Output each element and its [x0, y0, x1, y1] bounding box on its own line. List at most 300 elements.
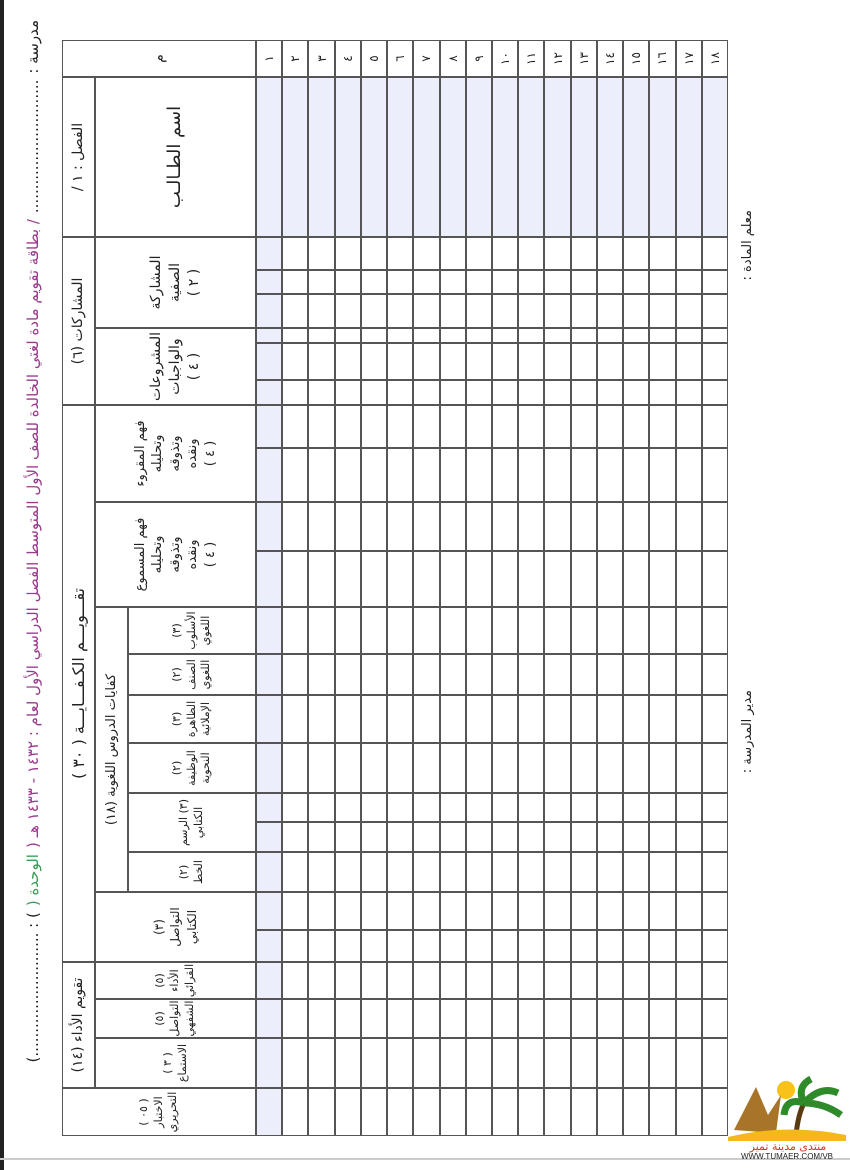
grade-cell[interactable]: [544, 743, 570, 793]
grade-cell[interactable]: [676, 962, 702, 999]
grade-cell[interactable]: [466, 405, 492, 448]
grade-cell[interactable]: [649, 654, 675, 695]
grade-cell[interactable]: [413, 743, 439, 793]
grade-cell[interactable]: [466, 294, 492, 328]
grade-cell[interactable]: [571, 999, 597, 1038]
grade-cell[interactable]: [676, 695, 702, 743]
grade-cell[interactable]: [571, 1088, 597, 1136]
grade-cell[interactable]: [413, 1088, 439, 1136]
grade-cell[interactable]: [413, 405, 439, 448]
grade-cell[interactable]: [335, 237, 361, 270]
grade-cell[interactable]: [282, 294, 308, 328]
grade-cell[interactable]: [387, 607, 413, 654]
grade-cell[interactable]: [544, 448, 570, 502]
grade-cell[interactable]: [256, 793, 282, 822]
grade-cell[interactable]: [256, 343, 282, 380]
grade-cell[interactable]: [413, 793, 439, 822]
grade-cell[interactable]: [413, 607, 439, 654]
grade-cell[interactable]: [466, 822, 492, 852]
grade-cell[interactable]: [308, 930, 334, 962]
grade-cell[interactable]: [387, 793, 413, 822]
grade-cell[interactable]: [308, 380, 334, 405]
grade-cell[interactable]: [335, 793, 361, 822]
grade-cell[interactable]: [571, 405, 597, 448]
grade-cell[interactable]: [387, 380, 413, 405]
grade-cell[interactable]: [387, 294, 413, 328]
grade-cell[interactable]: [623, 793, 649, 822]
grade-cell[interactable]: [282, 237, 308, 270]
grade-cell[interactable]: [623, 328, 649, 343]
grade-cell[interactable]: [440, 502, 466, 551]
grade-cell[interactable]: [282, 328, 308, 343]
student-name-cell[interactable]: [649, 77, 675, 237]
grade-cell[interactable]: [440, 654, 466, 695]
grade-cell[interactable]: [308, 822, 334, 852]
grade-cell[interactable]: [308, 743, 334, 793]
grade-cell[interactable]: [597, 852, 623, 892]
grade-cell[interactable]: [571, 962, 597, 999]
grade-cell[interactable]: [676, 551, 702, 607]
grade-cell[interactable]: [623, 380, 649, 405]
grade-cell[interactable]: [361, 237, 387, 270]
grade-cell[interactable]: [256, 930, 282, 962]
student-name-cell[interactable]: [440, 77, 466, 237]
grade-cell[interactable]: [597, 502, 623, 551]
grade-cell[interactable]: [649, 294, 675, 328]
grade-cell[interactable]: [256, 892, 282, 930]
grade-cell[interactable]: [676, 743, 702, 793]
grade-cell[interactable]: [387, 892, 413, 930]
grade-cell[interactable]: [649, 695, 675, 743]
grade-cell[interactable]: [571, 328, 597, 343]
grade-cell[interactable]: [361, 999, 387, 1038]
grade-cell[interactable]: [676, 1038, 702, 1088]
grade-cell[interactable]: [466, 743, 492, 793]
grade-cell[interactable]: [597, 237, 623, 270]
grade-cell[interactable]: [676, 343, 702, 380]
grade-cell[interactable]: [571, 654, 597, 695]
grade-cell[interactable]: [335, 1038, 361, 1088]
grade-cell[interactable]: [597, 1088, 623, 1136]
grade-cell[interactable]: [492, 892, 518, 930]
grade-cell[interactable]: [676, 892, 702, 930]
grade-cell[interactable]: [387, 930, 413, 962]
grade-cell[interactable]: [676, 999, 702, 1038]
grade-cell[interactable]: [597, 294, 623, 328]
grade-cell[interactable]: [440, 892, 466, 930]
grade-cell[interactable]: [518, 962, 544, 999]
grade-cell[interactable]: [676, 793, 702, 822]
grade-cell[interactable]: [256, 1038, 282, 1088]
grade-cell[interactable]: [649, 999, 675, 1038]
grade-cell[interactable]: [518, 1088, 544, 1136]
grade-cell[interactable]: [308, 551, 334, 607]
grade-cell[interactable]: [335, 551, 361, 607]
grade-cell[interactable]: [571, 852, 597, 892]
grade-cell[interactable]: [492, 793, 518, 822]
grade-cell[interactable]: [544, 962, 570, 999]
grade-cell[interactable]: [361, 1088, 387, 1136]
grade-cell[interactable]: [335, 405, 361, 448]
grade-cell[interactable]: [518, 1038, 544, 1088]
grade-cell[interactable]: [702, 793, 728, 822]
grade-cell[interactable]: [649, 930, 675, 962]
grade-cell[interactable]: [256, 448, 282, 502]
grade-cell[interactable]: [361, 822, 387, 852]
grade-cell[interactable]: [702, 294, 728, 328]
grade-cell[interactable]: [571, 793, 597, 822]
grade-cell[interactable]: [518, 892, 544, 930]
grade-cell[interactable]: [413, 380, 439, 405]
grade-cell[interactable]: [466, 852, 492, 892]
grade-cell[interactable]: [571, 743, 597, 793]
grade-cell[interactable]: [544, 1088, 570, 1136]
grade-cell[interactable]: [676, 607, 702, 654]
grade-cell[interactable]: [544, 607, 570, 654]
grade-cell[interactable]: [623, 1088, 649, 1136]
grade-cell[interactable]: [361, 930, 387, 962]
grade-cell[interactable]: [440, 793, 466, 822]
grade-cell[interactable]: [440, 962, 466, 999]
grade-cell[interactable]: [387, 743, 413, 793]
grade-cell[interactable]: [649, 743, 675, 793]
grade-cell[interactable]: [571, 343, 597, 380]
grade-cell[interactable]: [466, 930, 492, 962]
grade-cell[interactable]: [282, 892, 308, 930]
grade-cell[interactable]: [413, 237, 439, 270]
grade-cell[interactable]: [256, 852, 282, 892]
grade-cell[interactable]: [308, 237, 334, 270]
grade-cell[interactable]: [649, 380, 675, 405]
grade-cell[interactable]: [308, 270, 334, 294]
grade-cell[interactable]: [387, 405, 413, 448]
grade-cell[interactable]: [335, 270, 361, 294]
grade-cell[interactable]: [676, 237, 702, 270]
student-name-cell[interactable]: [544, 77, 570, 237]
grade-cell[interactable]: [518, 380, 544, 405]
grade-cell[interactable]: [256, 822, 282, 852]
grade-cell[interactable]: [308, 999, 334, 1038]
grade-cell[interactable]: [518, 654, 544, 695]
grade-cell[interactable]: [466, 892, 492, 930]
grade-cell[interactable]: [387, 328, 413, 343]
grade-cell[interactable]: [623, 852, 649, 892]
grade-cell[interactable]: [492, 695, 518, 743]
grade-cell[interactable]: [492, 930, 518, 962]
grade-cell[interactable]: [571, 607, 597, 654]
student-name-cell[interactable]: [308, 77, 334, 237]
grade-cell[interactable]: [440, 1088, 466, 1136]
grade-cell[interactable]: [623, 607, 649, 654]
grade-cell[interactable]: [702, 999, 728, 1038]
grade-cell[interactable]: [597, 930, 623, 962]
grade-cell[interactable]: [702, 380, 728, 405]
grade-cell[interactable]: [387, 1088, 413, 1136]
grade-cell[interactable]: [518, 328, 544, 343]
grade-cell[interactable]: [387, 695, 413, 743]
grade-cell[interactable]: [492, 380, 518, 405]
grade-cell[interactable]: [649, 892, 675, 930]
grade-cell[interactable]: [571, 551, 597, 607]
grade-cell[interactable]: [361, 695, 387, 743]
grade-cell[interactable]: [466, 962, 492, 999]
grade-cell[interactable]: [649, 448, 675, 502]
grade-cell[interactable]: [544, 695, 570, 743]
grade-cell[interactable]: [361, 551, 387, 607]
grade-cell[interactable]: [256, 962, 282, 999]
grade-cell[interactable]: [440, 551, 466, 607]
grade-cell[interactable]: [544, 822, 570, 852]
grade-cell[interactable]: [623, 1038, 649, 1088]
grade-cell[interactable]: [308, 852, 334, 892]
grade-cell[interactable]: [518, 502, 544, 551]
grade-cell[interactable]: [571, 237, 597, 270]
grade-cell[interactable]: [544, 237, 570, 270]
grade-cell[interactable]: [676, 448, 702, 502]
grade-cell[interactable]: [544, 270, 570, 294]
grade-cell[interactable]: [308, 892, 334, 930]
grade-cell[interactable]: [466, 270, 492, 294]
grade-cell[interactable]: [282, 654, 308, 695]
grade-cell[interactable]: [256, 743, 282, 793]
grade-cell[interactable]: [623, 743, 649, 793]
grade-cell[interactable]: [676, 380, 702, 405]
grade-cell[interactable]: [518, 270, 544, 294]
grade-cell[interactable]: [597, 743, 623, 793]
grade-cell[interactable]: [623, 654, 649, 695]
grade-cell[interactable]: [544, 930, 570, 962]
grade-cell[interactable]: [413, 852, 439, 892]
grade-cell[interactable]: [623, 822, 649, 852]
grade-cell[interactable]: [597, 654, 623, 695]
grade-cell[interactable]: [466, 1038, 492, 1088]
grade-cell[interactable]: [492, 328, 518, 343]
grade-cell[interactable]: [518, 405, 544, 448]
grade-cell[interactable]: [282, 695, 308, 743]
grade-cell[interactable]: [492, 270, 518, 294]
grade-cell[interactable]: [335, 607, 361, 654]
grade-cell[interactable]: [676, 405, 702, 448]
grade-cell[interactable]: [492, 822, 518, 852]
grade-cell[interactable]: [361, 343, 387, 380]
grade-cell[interactable]: [282, 962, 308, 999]
grade-cell[interactable]: [282, 852, 308, 892]
grade-cell[interactable]: [256, 695, 282, 743]
grade-cell[interactable]: [308, 405, 334, 448]
grade-cell[interactable]: [413, 892, 439, 930]
grade-cell[interactable]: [544, 328, 570, 343]
student-name-cell[interactable]: [597, 77, 623, 237]
student-name-cell[interactable]: [387, 77, 413, 237]
grade-cell[interactable]: [466, 328, 492, 343]
grade-cell[interactable]: [702, 607, 728, 654]
grade-cell[interactable]: [387, 1038, 413, 1088]
grade-cell[interactable]: [361, 448, 387, 502]
grade-cell[interactable]: [335, 654, 361, 695]
grade-cell[interactable]: [676, 1088, 702, 1136]
grade-cell[interactable]: [623, 237, 649, 270]
grade-cell[interactable]: [702, 695, 728, 743]
grade-cell[interactable]: [544, 1038, 570, 1088]
grade-cell[interactable]: [335, 1088, 361, 1136]
student-name-cell[interactable]: [623, 77, 649, 237]
grade-cell[interactable]: [623, 405, 649, 448]
grade-cell[interactable]: [387, 962, 413, 999]
grade-cell[interactable]: [597, 962, 623, 999]
grade-cell[interactable]: [361, 607, 387, 654]
grade-cell[interactable]: [413, 343, 439, 380]
grade-cell[interactable]: [702, 405, 728, 448]
grade-cell[interactable]: [492, 743, 518, 793]
grade-cell[interactable]: [649, 822, 675, 852]
grade-cell[interactable]: [518, 930, 544, 962]
grade-cell[interactable]: [282, 1038, 308, 1088]
grade-cell[interactable]: [597, 270, 623, 294]
student-name-cell[interactable]: [518, 77, 544, 237]
grade-cell[interactable]: [702, 328, 728, 343]
grade-cell[interactable]: [335, 852, 361, 892]
student-name-cell[interactable]: [676, 77, 702, 237]
grade-cell[interactable]: [597, 1038, 623, 1088]
grade-cell[interactable]: [335, 328, 361, 343]
grade-cell[interactable]: [597, 892, 623, 930]
grade-cell[interactable]: [623, 502, 649, 551]
grade-cell[interactable]: [623, 930, 649, 962]
grade-cell[interactable]: [702, 822, 728, 852]
grade-cell[interactable]: [256, 654, 282, 695]
grade-cell[interactable]: [649, 343, 675, 380]
grade-cell[interactable]: [413, 328, 439, 343]
grade-cell[interactable]: [308, 502, 334, 551]
grade-cell[interactable]: [571, 448, 597, 502]
grade-cell[interactable]: [308, 607, 334, 654]
grade-cell[interactable]: [702, 270, 728, 294]
grade-cell[interactable]: [308, 294, 334, 328]
grade-cell[interactable]: [335, 962, 361, 999]
grade-cell[interactable]: [702, 654, 728, 695]
grade-cell[interactable]: [544, 380, 570, 405]
grade-cell[interactable]: [282, 502, 308, 551]
grade-cell[interactable]: [623, 270, 649, 294]
grade-cell[interactable]: [623, 962, 649, 999]
grade-cell[interactable]: [649, 328, 675, 343]
grade-cell[interactable]: [335, 448, 361, 502]
grade-cell[interactable]: [518, 793, 544, 822]
grade-cell[interactable]: [518, 743, 544, 793]
grade-cell[interactable]: [440, 852, 466, 892]
grade-cell[interactable]: [597, 793, 623, 822]
grade-cell[interactable]: [518, 607, 544, 654]
grade-cell[interactable]: [440, 448, 466, 502]
grade-cell[interactable]: [282, 743, 308, 793]
grade-cell[interactable]: [335, 294, 361, 328]
grade-cell[interactable]: [440, 822, 466, 852]
grade-cell[interactable]: [387, 551, 413, 607]
grade-cell[interactable]: [702, 743, 728, 793]
grade-cell[interactable]: [413, 270, 439, 294]
grade-cell[interactable]: [492, 852, 518, 892]
grade-cell[interactable]: [597, 328, 623, 343]
grade-cell[interactable]: [492, 448, 518, 502]
grade-cell[interactable]: [308, 1038, 334, 1088]
grade-cell[interactable]: [518, 695, 544, 743]
grade-cell[interactable]: [597, 448, 623, 502]
grade-cell[interactable]: [571, 892, 597, 930]
grade-cell[interactable]: [544, 852, 570, 892]
grade-cell[interactable]: [518, 822, 544, 852]
grade-cell[interactable]: [256, 294, 282, 328]
grade-cell[interactable]: [544, 793, 570, 822]
grade-cell[interactable]: [518, 551, 544, 607]
grade-cell[interactable]: [623, 551, 649, 607]
grade-cell[interactable]: [597, 822, 623, 852]
grade-cell[interactable]: [361, 1038, 387, 1088]
grade-cell[interactable]: [702, 1088, 728, 1136]
grade-cell[interactable]: [256, 551, 282, 607]
grade-cell[interactable]: [361, 743, 387, 793]
grade-cell[interactable]: [440, 930, 466, 962]
grade-cell[interactable]: [597, 380, 623, 405]
grade-cell[interactable]: [518, 294, 544, 328]
grade-cell[interactable]: [466, 502, 492, 551]
grade-cell[interactable]: [702, 1038, 728, 1088]
grade-cell[interactable]: [440, 328, 466, 343]
grade-cell[interactable]: [466, 343, 492, 380]
grade-cell[interactable]: [649, 405, 675, 448]
grade-cell[interactable]: [387, 654, 413, 695]
grade-cell[interactable]: [282, 822, 308, 852]
grade-cell[interactable]: [387, 999, 413, 1038]
grade-cell[interactable]: [413, 502, 439, 551]
student-name-cell[interactable]: [702, 77, 728, 237]
grade-cell[interactable]: [361, 793, 387, 822]
grade-cell[interactable]: [413, 962, 439, 999]
grade-cell[interactable]: [649, 551, 675, 607]
grade-cell[interactable]: [544, 294, 570, 328]
grade-cell[interactable]: [649, 852, 675, 892]
grade-cell[interactable]: [649, 237, 675, 270]
grade-cell[interactable]: [702, 343, 728, 380]
grade-cell[interactable]: [440, 237, 466, 270]
grade-cell[interactable]: [440, 380, 466, 405]
grade-cell[interactable]: [518, 448, 544, 502]
grade-cell[interactable]: [308, 793, 334, 822]
grade-cell[interactable]: [544, 999, 570, 1038]
grade-cell[interactable]: [387, 852, 413, 892]
grade-cell[interactable]: [466, 237, 492, 270]
grade-cell[interactable]: [649, 793, 675, 822]
grade-cell[interactable]: [440, 695, 466, 743]
grade-cell[interactable]: [492, 343, 518, 380]
grade-cell[interactable]: [571, 294, 597, 328]
student-name-cell[interactable]: [256, 77, 282, 237]
grade-cell[interactable]: [676, 930, 702, 962]
grade-cell[interactable]: [335, 343, 361, 380]
grade-cell[interactable]: [308, 654, 334, 695]
grade-cell[interactable]: [361, 294, 387, 328]
grade-cell[interactable]: [413, 1038, 439, 1088]
grade-cell[interactable]: [676, 654, 702, 695]
grade-cell[interactable]: [256, 607, 282, 654]
grade-cell[interactable]: [387, 343, 413, 380]
grade-cell[interactable]: [256, 380, 282, 405]
grade-cell[interactable]: [623, 695, 649, 743]
grade-cell[interactable]: [282, 999, 308, 1038]
grade-cell[interactable]: [256, 999, 282, 1038]
grade-cell[interactable]: [361, 270, 387, 294]
grade-cell[interactable]: [649, 1038, 675, 1088]
grade-cell[interactable]: [544, 502, 570, 551]
